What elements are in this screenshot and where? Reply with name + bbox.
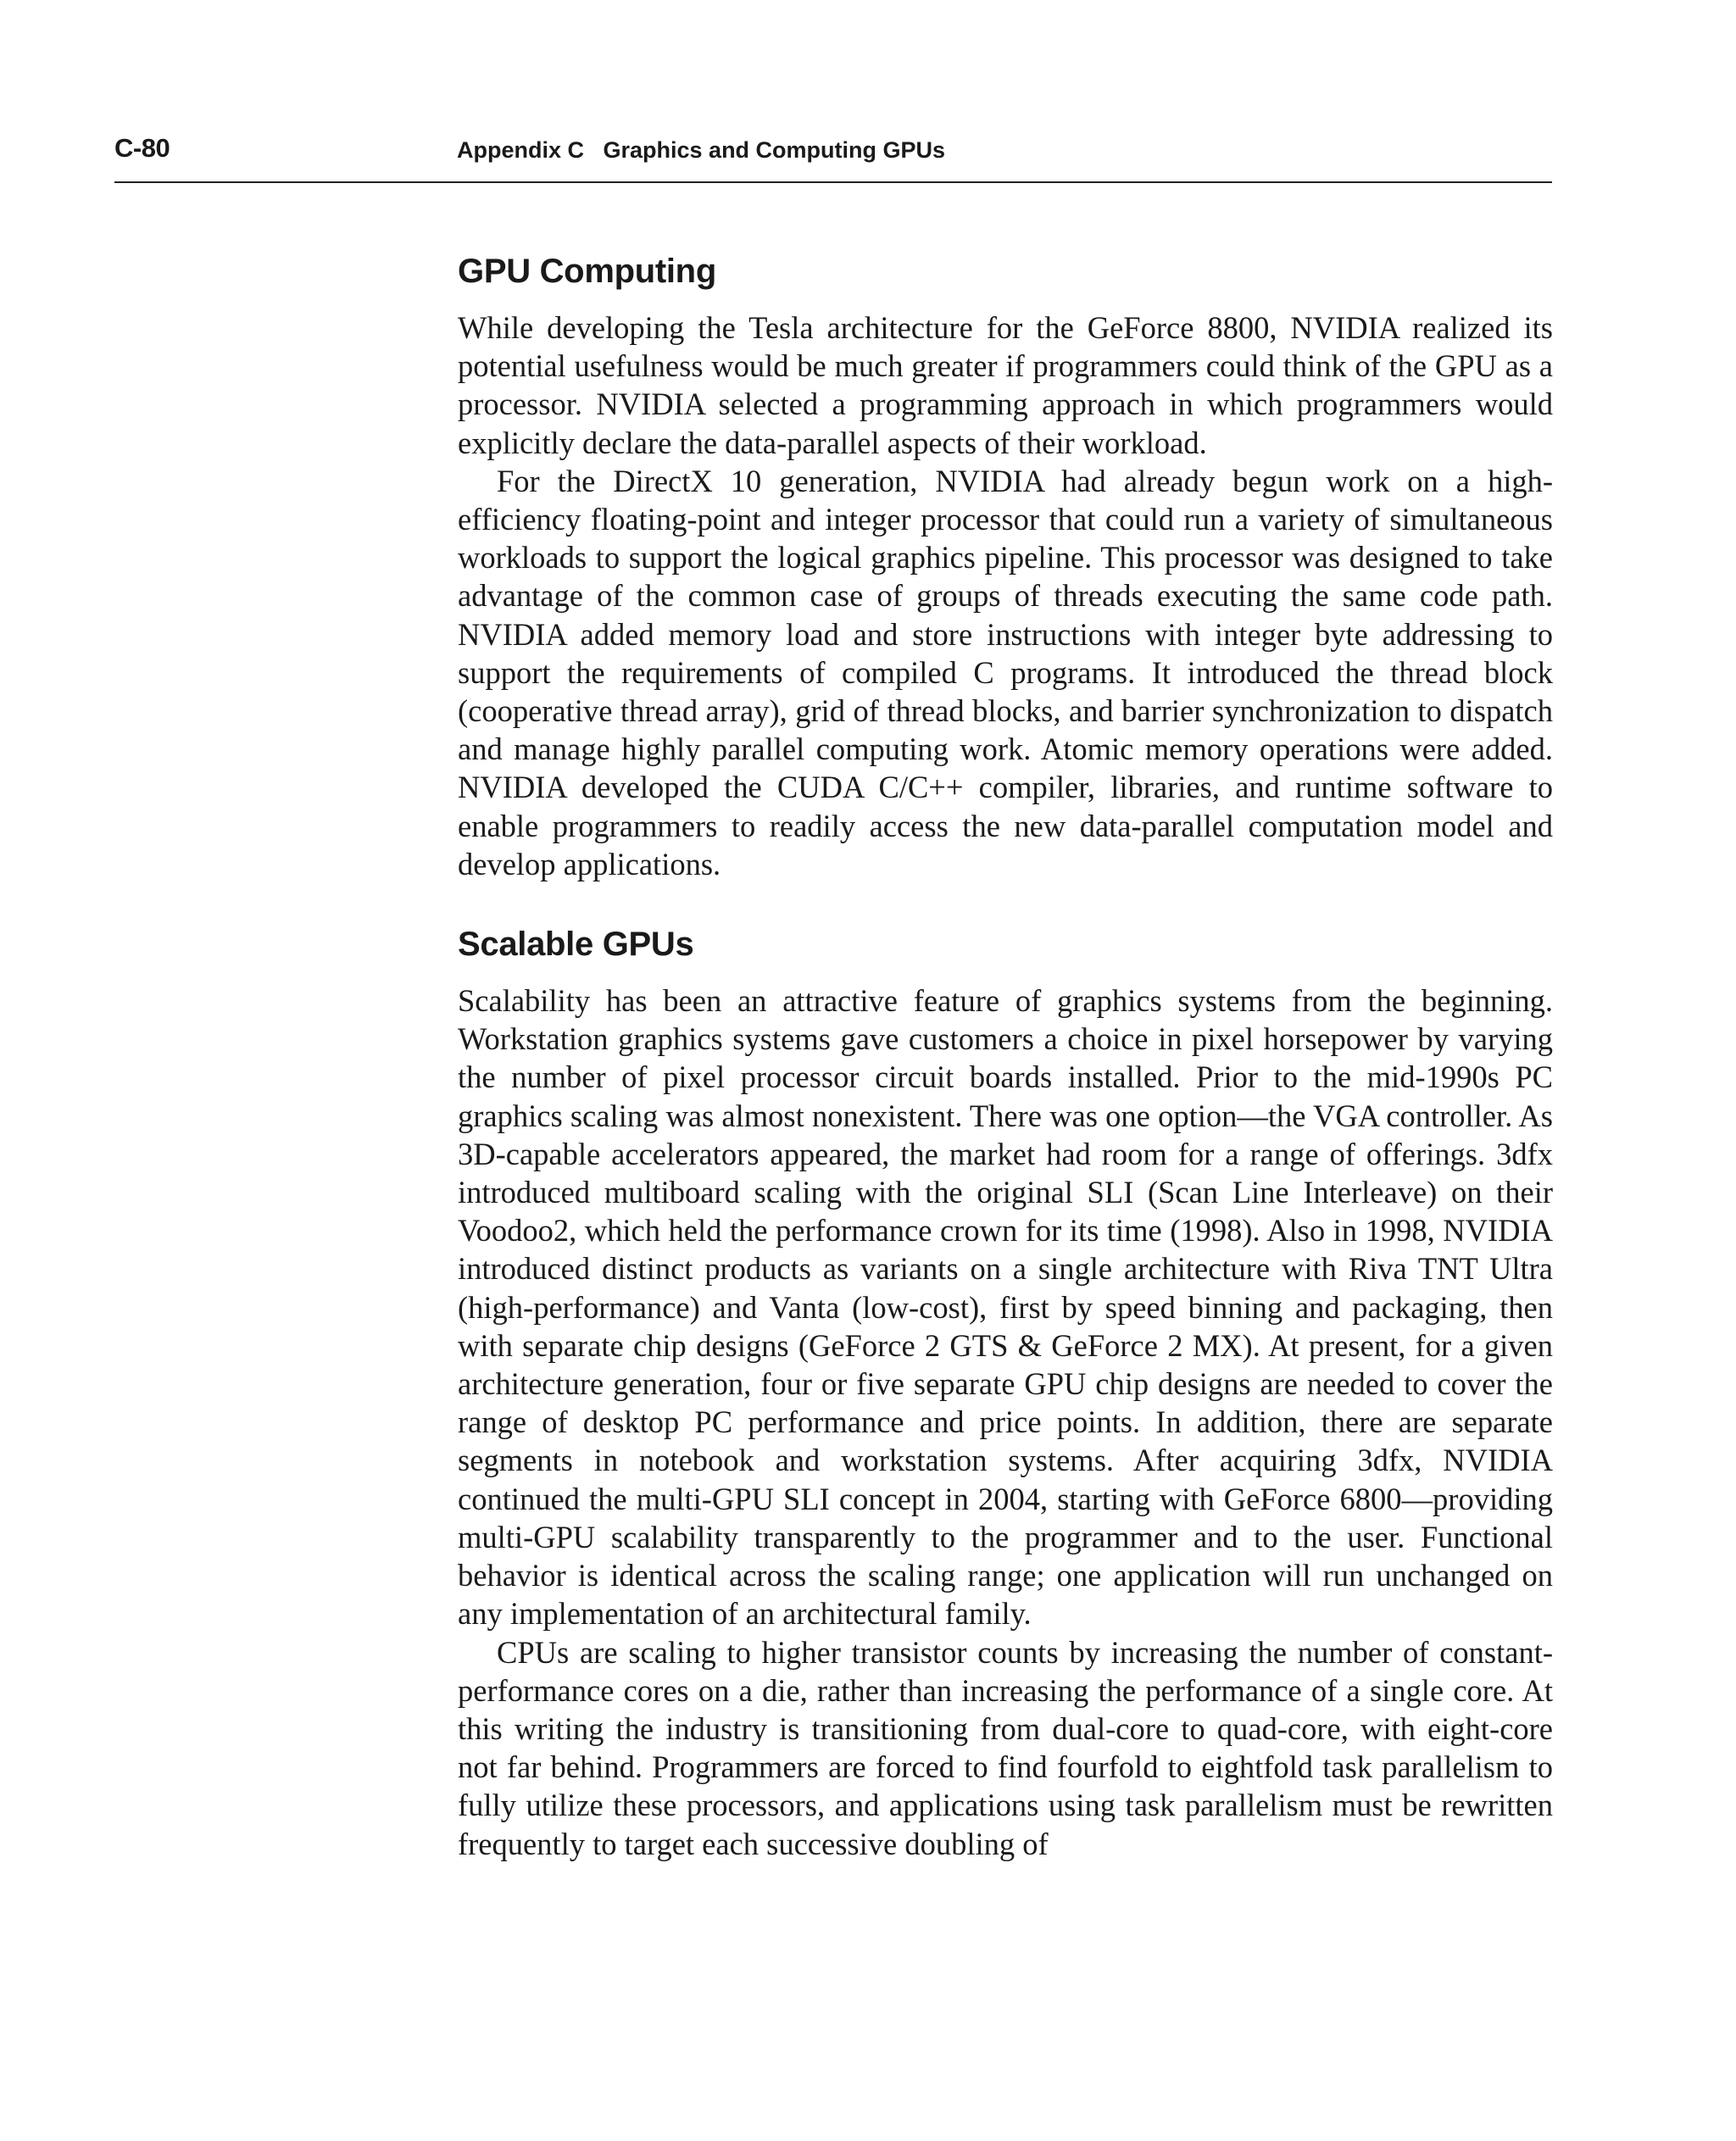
section-heading-gpu-computing: GPU Computing: [458, 253, 716, 290]
page-number: C-80: [114, 133, 170, 163]
paragraph: While developing the Tesla architecture for the GeForce 8800, NVIDIA realized its potential usefulness would be much greater if programmers could think of the GPU as a processor. NVIDIA selected a programming approach in which programmers would explicitly declare the data-parallel aspects of their workload.: [458, 310, 1553, 460]
paragraph: CPUs are scaling to higher transistor counts by increasing the number of constant-performance cores on a die, rather than increasing the performance of a single core. At this writing the industry is transitioning from dual-core to quad-core, with eight-core not far behind. Programmers are forced to find fourfold to eightfold task parallelism to fully utilize these processors, and applications using task parallelism must be rewritten frequently to target each successive doubling of: [458, 1634, 1553, 1861]
paragraph: For the DirectX 10 generation, NVIDIA had already begun work on a high-efficiency floating-point and integer processor that could run a variety of simultaneous workloads to support the logical graphics pipeline. This processor was designed to take advantage of the common case of groups of threads executing the same code path. NVIDIA added memory load and store instructions with integer byte addressing to support the requirements of compiled C programs. It introduced the thread block (cooperative thread array), grid of thread blocks, and barrier synchronization to dispatch and manage highly parallel computing work. Atomic memory operations were added. NVIDIA developed the CUDA C/C++ compiler, libraries, and runtime software to enable programmers to readily access the new data-parallel computation model and develop applications.: [458, 463, 1553, 881]
chapter-title: Appendix C Graphics and Computing GPUs: [457, 137, 946, 163]
running-head: [114, 133, 1552, 183]
section-heading-scalable-gpus: Scalable GPUs: [458, 926, 694, 964]
page-content: [458, 251, 1553, 1863]
paragraph: Scalability has been an attractive feature of graphics systems from the beginning. Workstation graphics systems gave customers a choice in pixel horsepower by varying the number of pixel processor circuit boards installed. Prior to the mid-1990s PC graphics scaling was almost nonexistent. There was one option—the VGA controller. As 3D-capable accelerators appeared, the market had room for a range of offerings. 3dfx introduced multiboard scaling with the original SLI (Scan Line Interleave) on their Voodoo2, which held the performance crown for its time (1998). Also in 1998, NVIDIA introduced distinct products as variants on a single architecture with Riva TNT Ultra (high-performance) and Vanta (low-cost), first by speed binning and packaging, then with separate chip designs (GeForce 2 GTS & GeForce 2 MX). At present, for a given architecture generation, four or five separate GPU chip designs are needed to cover the range of desktop PC performance and price points. In addition, there are separate segments in notebook and workstation systems. After acquiring 3dfx, NVIDIA continued the multi-GPU SLI concept in 2004, starting with GeForce 6800—providing multi-GPU scalability transparently to the programmer and to the user. Functional behavior is identical across the scaling range; one application will run unchanged on any implementation of an architectural family.: [458, 983, 1553, 1632]
